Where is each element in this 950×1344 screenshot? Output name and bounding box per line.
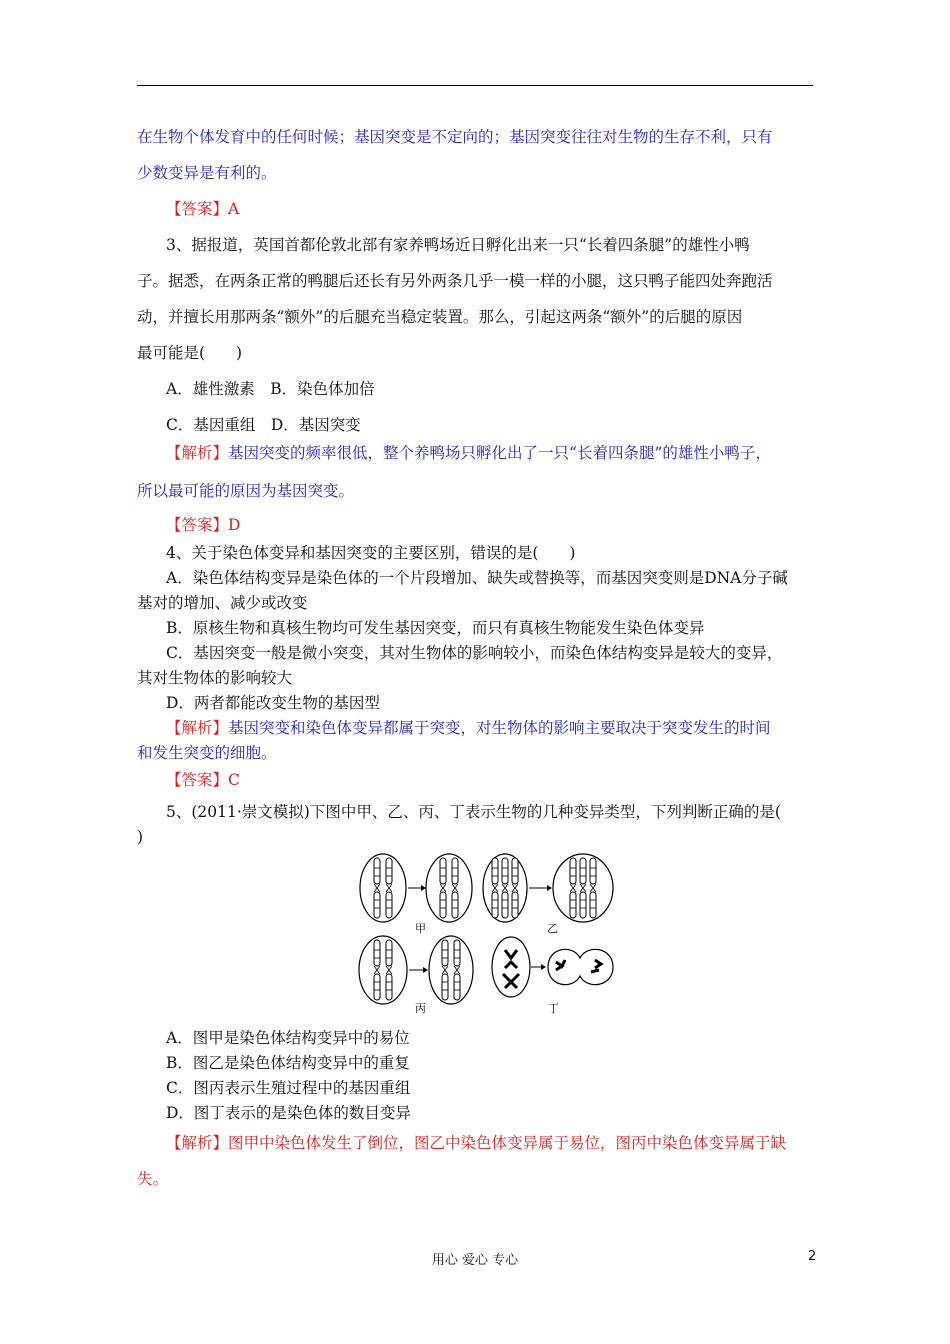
analysis-tag: 【解析】 [166, 444, 229, 462]
q3-answer: 【答案】D [166, 516, 241, 534]
q3-stem-2: 子。据悉，在两条正常的鸭腿后还长有另外两条几乎一模一样的小腿，这只鸭子能四处奔跑活 [137, 272, 773, 290]
analysis-text: 图甲中染色体发生了倒位，图乙中染色体变异属于易位，图丙中染色体变异属于缺 [228, 1134, 787, 1152]
page-number: 2 [808, 1249, 817, 1264]
q5-option-c: C．图丙表示生殖过程中的基因重组 [166, 1079, 411, 1097]
q3-stem-3: 动，并擅长用那两条“额外”的后腿充当稳定装置。那么，引起这两条“额外”的后腿的原因 [137, 308, 743, 326]
q5-stem-1: 5、(2011·崇文模拟)下图中甲、乙、丙、丁表示生物的几种变异类型，下列判断正确的是( [166, 803, 781, 821]
q3-options-cd: C．基因重组 D．基因突变 [166, 416, 361, 434]
cont-line-1: 在生物个体发育中的任何时候；基因突变是不定向的；基因突变往往对生物的生存不利，只有 [137, 128, 773, 146]
q4-stem: 4、关于染色体变异和基因突变的主要区别，错误的是( ) [166, 544, 576, 562]
q4-option-c-1: C．基因突变一般是微小突变，其对生物体的影响较小，而染色体结构变异是较大的变异， [166, 644, 783, 662]
q3-stem-1: 3、据报道，英国首都伦敦北部有家养鸭场近日孵化出来一只“长着四条腿”的雄性小鸭 [166, 236, 750, 254]
analysis-tag: 【解析】 [166, 719, 229, 737]
label-bing: 丙 [415, 1002, 426, 1015]
label-ding: 丁 [548, 1002, 559, 1015]
footer-text: 用心 爱心 专心 [431, 1253, 519, 1268]
q4-option-b: B．原核生物和真核生物均可发生基因突变，而只有真核生物能发生染色体变异 [166, 619, 705, 637]
q3-analysis-1 [166, 440, 846, 466]
chromosome-variation-figure [355, 852, 617, 1024]
q4-option-d: D．两者都能改变生物的基因型 [166, 694, 380, 712]
q5-option-d: D．图丁表示的是染色体的数目变异 [166, 1104, 411, 1122]
q5-analysis-1 [166, 1130, 846, 1156]
header-rule [137, 85, 813, 86]
q4-answer: 【答案】C [166, 771, 240, 789]
label-yi: 乙 [547, 922, 558, 935]
q4-analysis-2: 和发生突变的细胞。 [137, 744, 277, 762]
cont-line-2: 少数变异是有利的。 [137, 164, 277, 182]
q5-option-a: A．图甲是染色体结构变异中的易位 [166, 1029, 410, 1047]
answer-2: 【答案】A [166, 200, 240, 218]
q4-analysis-1 [166, 715, 846, 741]
q3-options-ab: A．雄性激素 B．染色体加倍 [166, 380, 375, 398]
q3-analysis-2: 所以最可能的原因为基因突变。 [137, 482, 355, 500]
label-jia: 甲 [415, 922, 426, 935]
q3-stem-4: 最可能是( ) [137, 344, 243, 362]
analysis-text: 基因突变的频率很低，整个养鸭场只孵化出了一只“长着四条腿”的雄性小鸭子， [228, 444, 771, 462]
q5-stem-2: ) [137, 828, 144, 846]
analysis-tag: 【解析】 [166, 1134, 229, 1152]
q4-option-c-2: 其对生物体的影响较大 [137, 669, 293, 687]
analysis-text: 基因突变和染色体变异都属于突变，对生物体的影响主要取决于突变发生的时间 [228, 719, 771, 737]
q4-option-a-2: 基对的增加、减少或改变 [137, 594, 308, 612]
q5-option-b: B．图乙是染色体结构变异中的重复 [166, 1054, 410, 1072]
q4-option-a-1: A．染色体结构变异是染色体的一个片段增加、缺失或替换等，而基因突变则是DNA分子碱 [166, 569, 788, 587]
q5-analysis-2: 失。 [137, 1170, 169, 1188]
